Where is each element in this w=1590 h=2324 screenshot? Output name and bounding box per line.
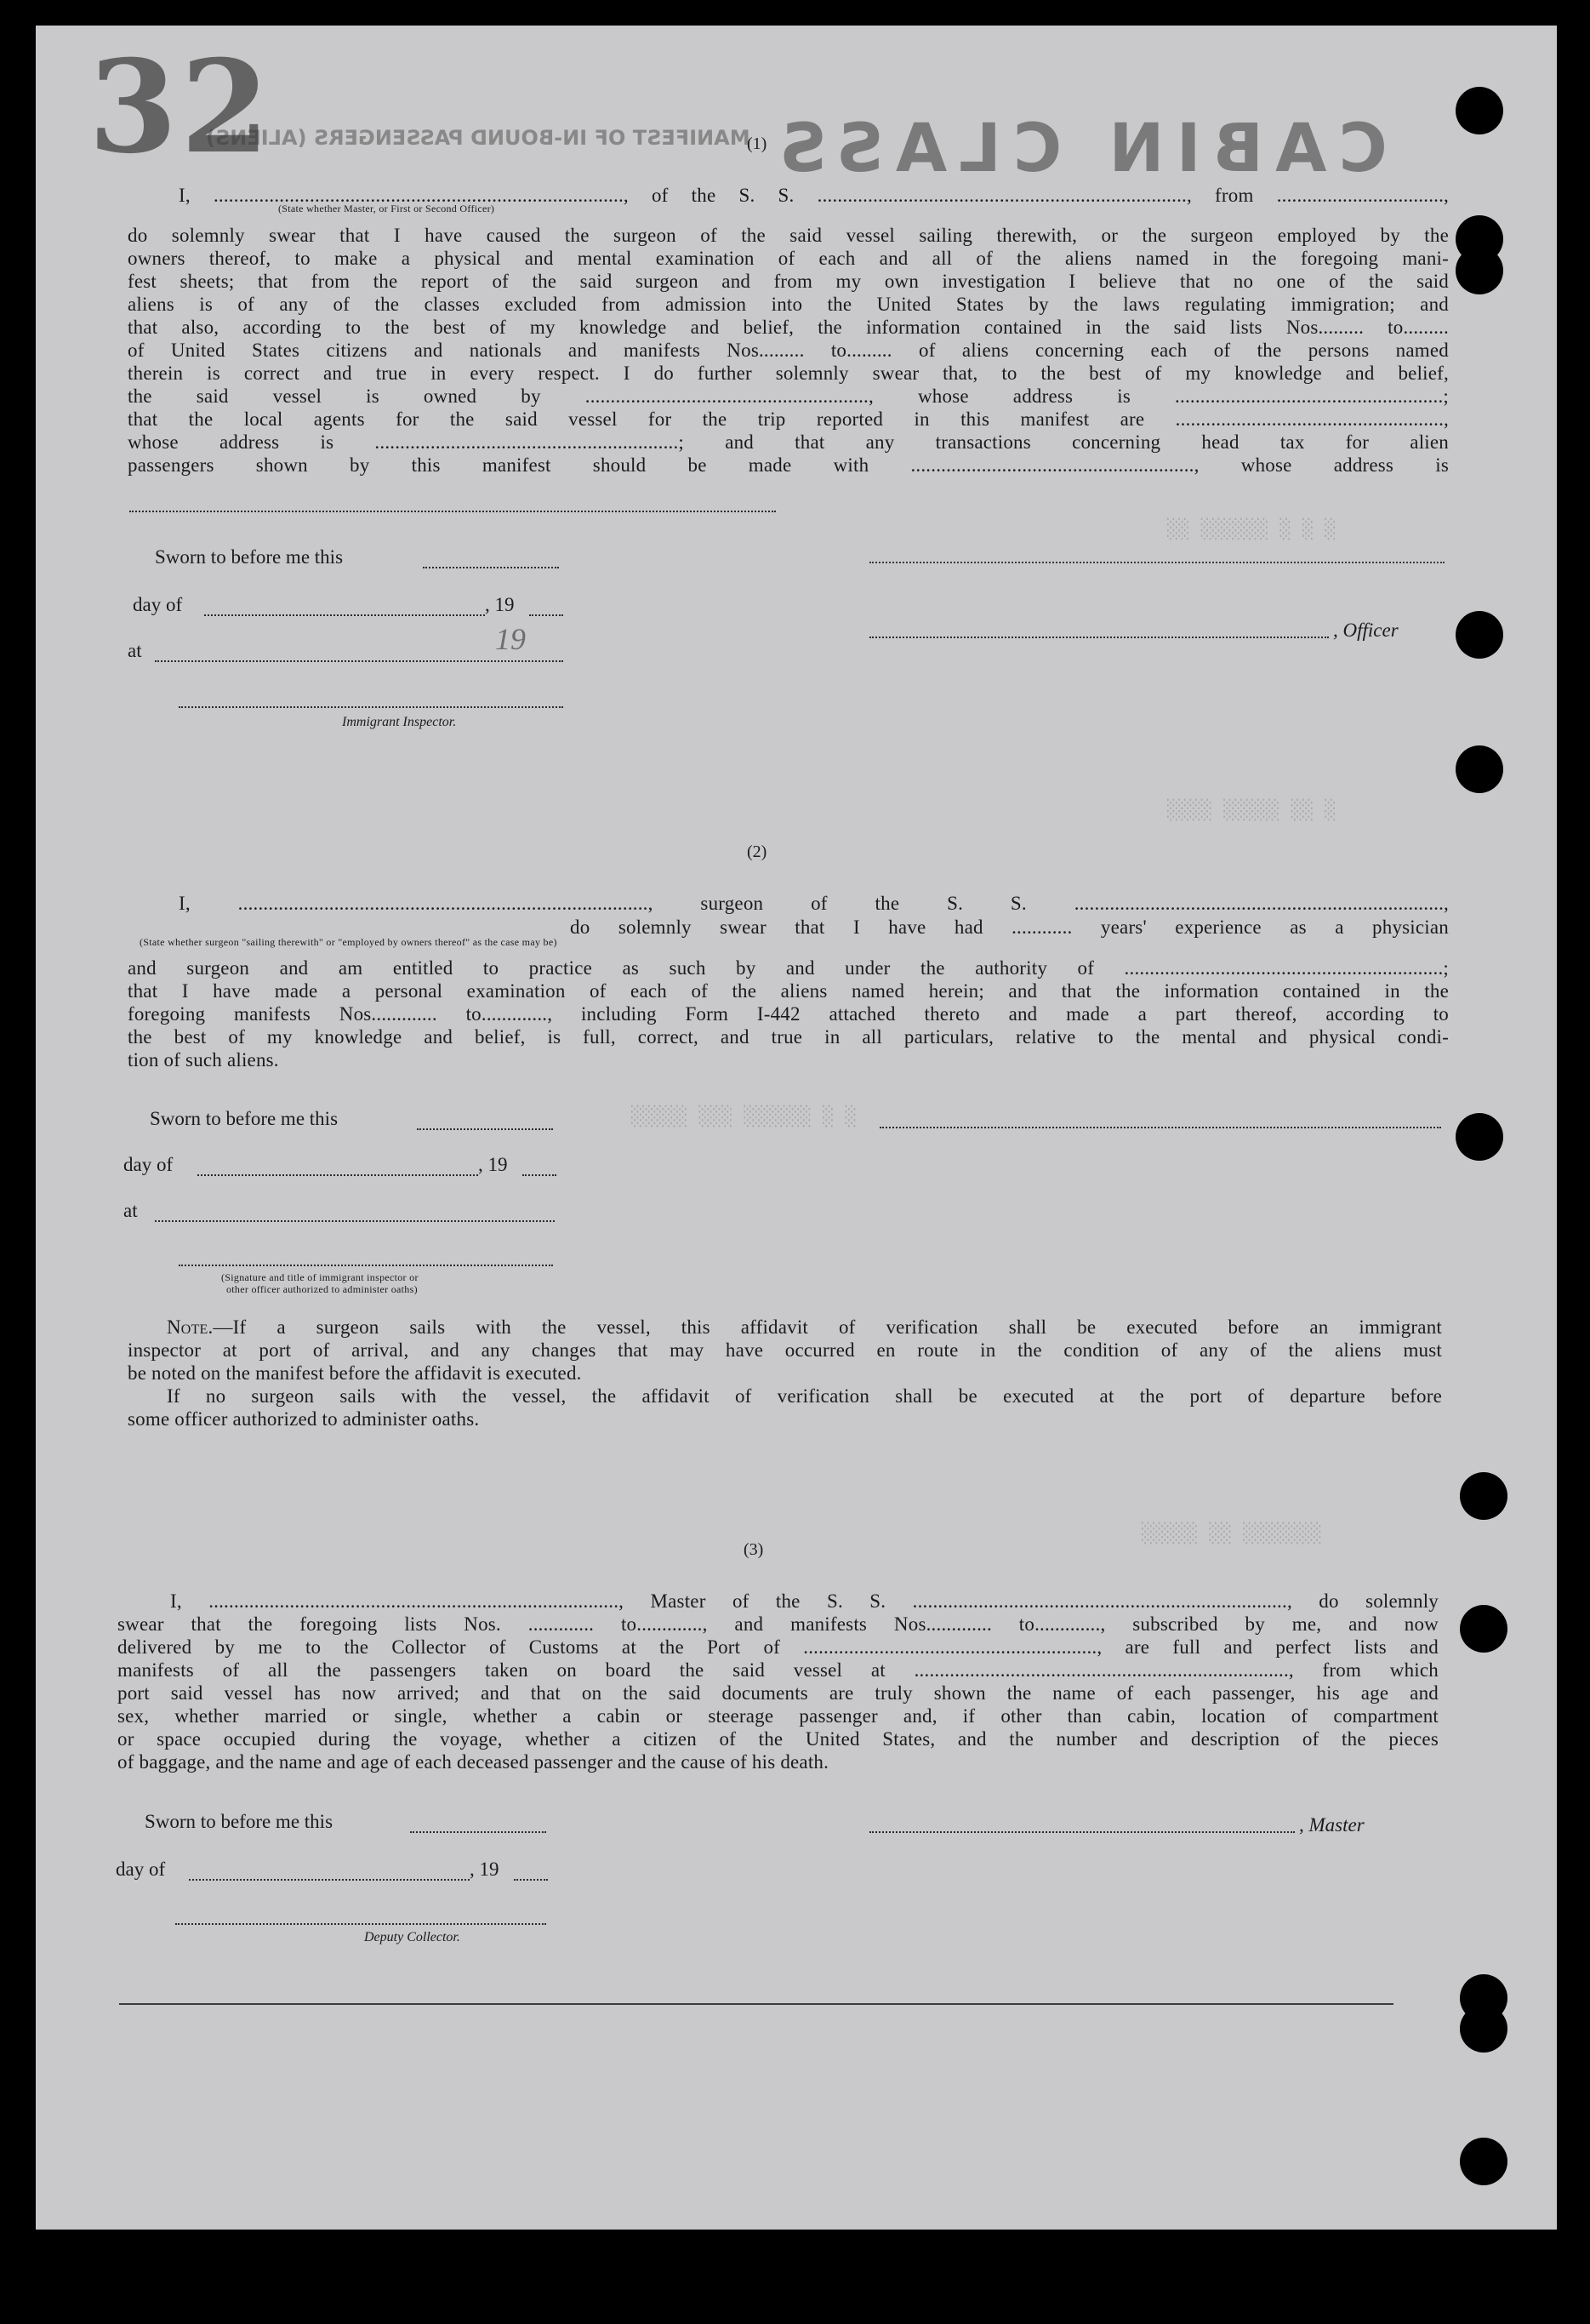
text-line: delivered by me to the Collector of Customs at the Port of .........................................................., are full and perfect lists and xyxy=(117,1636,1439,1658)
sworn-date-line xyxy=(410,1831,546,1833)
surgeon-signature-line xyxy=(880,1127,1441,1128)
section-2-line-1: I, ................................................................................., surgeon of the S. S. ........................................................................., xyxy=(179,893,1449,914)
text-line: fest sheets; that from the report of the said surgeon and from my own investigation I believe that no one of the said xyxy=(128,271,1449,292)
section-2-note: (State whether surgeon "sailing therewith" or "employed by owners thereof" as the case may be) xyxy=(140,936,557,948)
text-line: passengers shown by this manifest should be made with ........................................................, whose address is xyxy=(128,454,1449,476)
punch-hole xyxy=(1456,745,1503,793)
note-paragraph xyxy=(128,1316,1442,1430)
cabin-class-stamp: CABIN CLASS xyxy=(767,111,1388,187)
bleed-through-text: ░░░░░ ░░░ ░░░░░░ ░ ░ xyxy=(631,1106,857,1128)
punch-hole xyxy=(1460,1605,1507,1653)
text-line: whose address is ............................................................; and that any transactions concerning head tax for alien xyxy=(128,431,1449,453)
sworn-date-line xyxy=(423,567,559,568)
text-line: If no surgeon sails with the vessel, the affidavit of verification shall be executed at the port of departure before xyxy=(167,1385,1442,1407)
year-label: , 19 xyxy=(485,594,515,615)
text-line: the said vessel is owned by ........................................................, whose address is .....................................................; xyxy=(128,385,1449,407)
collector-label: Deputy Collector. xyxy=(364,1930,460,1944)
section-1-line-1: I, ................................................................................., of the S. S. ........................................................................., from ................................., xyxy=(179,185,1449,206)
section-2-line-2: do solemnly swear that I have had ............ years' experience as a physician xyxy=(570,916,1449,938)
text-line: that the local agents for the said vessel for the trip reported in this manifest are ....................................................., xyxy=(128,408,1449,430)
text-line: owners thereof, to make a physical and mental examination of each and all of the aliens named in the foregoing mani- xyxy=(128,248,1449,269)
at-label: at xyxy=(128,640,142,661)
year-label: , 19 xyxy=(470,1859,499,1880)
section-3-number: (3) xyxy=(744,1540,764,1559)
at-label: at xyxy=(123,1200,138,1221)
text-line: do solemnly swear that I have caused the surgeon of the said vessel sailing therewith, or the surgeon employed by the xyxy=(128,225,1449,246)
inspector-signature-line xyxy=(179,706,563,708)
manifest-header-stamp: MANIFEST OF IN-BOUND PASSENGERS (ALIENS) xyxy=(206,126,750,150)
continuation-line xyxy=(129,511,776,512)
at-line xyxy=(155,660,563,662)
collector-signature-line xyxy=(175,1923,546,1925)
text-line: foregoing manifests Nos............. to............., including Form I-442 attached thereto and made a part thereof, according to xyxy=(128,1003,1449,1025)
inspector-signature-line xyxy=(179,1265,553,1266)
year-line xyxy=(529,614,563,616)
master-signature-line xyxy=(869,562,1445,563)
day-of-line xyxy=(197,1174,478,1176)
text-line: tion of such aliens. xyxy=(128,1049,279,1071)
text-line: I, ................................................................................., Master of the S. S. .........................................................................., do solemnly xyxy=(170,1590,1439,1612)
section-1-note: (State whether Master, or First or Second Officer) xyxy=(278,203,495,214)
section-1-paragraph xyxy=(128,224,1449,477)
sworn-date-line xyxy=(417,1128,553,1130)
handwritten-mark: 19 xyxy=(495,622,526,656)
year-label: , 19 xyxy=(478,1154,508,1175)
text-line: be noted on the manifest before the affidavit is executed. xyxy=(128,1362,582,1384)
day-of-line xyxy=(204,614,485,616)
punch-hole xyxy=(1460,2138,1507,2185)
page-number: 32 xyxy=(88,32,273,182)
text-line: aliens is of any of the classes excluded from admission into the United States by the laws regulating immigration; and xyxy=(128,294,1449,315)
punch-hole xyxy=(1456,87,1503,134)
text-line: —If a surgeon sails with the vessel, this affidavit of verification shall be executed before an immigrant xyxy=(213,1316,1442,1338)
inspector-label: Immigrant Inspector. xyxy=(342,715,457,729)
note-label: Note. xyxy=(167,1316,214,1338)
text-line: of United States citizens and nationals and manifests Nos......... to......... of aliens concerning each of the persons named xyxy=(128,340,1449,361)
text-line: or space occupied during the voyage, whether a citizen of the United States, and the number and description of the pieces xyxy=(117,1728,1439,1750)
day-of-label: day of xyxy=(116,1859,166,1880)
text-line: that I have made a personal examination of each of the aliens named herein; and that the information contained in the xyxy=(128,980,1449,1002)
at-line xyxy=(155,1220,555,1222)
signature-note: other officer authorized to administer oaths) xyxy=(226,1283,418,1295)
bleed-through-text: ░░░░░ ░░ ░░░░░░░ xyxy=(1142,1523,1322,1545)
text-line: that also, according to the best of my knowledge and belief, the information contained in the said lists Nos......... to......... xyxy=(128,317,1449,338)
master-label: , Master xyxy=(1299,1814,1365,1836)
master-signature-line xyxy=(869,1831,1295,1833)
text-line: therein is correct and true in every respect. I do further solemnly swear that, to the best of my knowledge and belief, xyxy=(128,363,1449,384)
section-1-number: (1) xyxy=(747,134,767,153)
section-3-paragraph xyxy=(117,1590,1439,1773)
text-line: inspector at port of arrival, and any changes that may have occurred en route in the condition of any of the aliens must xyxy=(128,1339,1442,1361)
sworn-label: Sworn to before me this xyxy=(145,1811,333,1832)
bottom-rule xyxy=(119,2003,1393,2005)
sworn-label: Sworn to before me this xyxy=(150,1108,339,1129)
day-of-label: day of xyxy=(133,594,183,615)
punch-hole xyxy=(1456,611,1503,659)
bleed-through-text: ░░░░ ░░░░░ ░░ ░ xyxy=(1167,800,1336,821)
officer-signature-line xyxy=(869,637,1329,638)
punch-hole xyxy=(1460,1472,1507,1520)
manifest-page xyxy=(36,26,1557,2230)
text-line: the best of my knowledge and belief, is full, correct, and true in all particulars, relative to the mental and physical condi- xyxy=(128,1026,1449,1048)
text-line: port said vessel has now arrived; and that on the said documents are truly shown the name of each passenger, his age and xyxy=(117,1682,1439,1704)
punch-hole xyxy=(1460,2005,1507,2053)
text-line: sex, whether married or single, whether a cabin or steerage passenger and, if other than cabin, location of compartment xyxy=(117,1705,1439,1727)
text-line: some officer authorized to administer oaths. xyxy=(128,1408,480,1430)
signature-note: (Signature and title of immigrant inspector or xyxy=(221,1271,419,1283)
punch-hole xyxy=(1456,247,1503,294)
officer-label: , Officer xyxy=(1333,620,1399,641)
punch-hole xyxy=(1456,1113,1503,1161)
section-2-number: (2) xyxy=(747,842,767,861)
sworn-label: Sworn to before me this xyxy=(155,546,344,568)
text-line: and surgeon and am entitled to practice as such by and under the authority of ...............................................................; xyxy=(128,957,1449,979)
bleed-through-text: ░░ ░░░░░░ ░ ░ ░ xyxy=(1167,519,1336,540)
year-line xyxy=(514,1879,548,1881)
text-line: swear that the foregoing lists Nos. ............. to............., and manifests Nos............. to............., subscribed by me, and now xyxy=(117,1613,1439,1635)
text-line: manifests of all the passengers taken on board the said vessel at .........................................................................., from which xyxy=(117,1659,1439,1681)
year-line xyxy=(522,1174,556,1176)
section-2-paragraph xyxy=(128,956,1449,1071)
text-line: of baggage, and the name and age of each deceased passenger and the cause of his death. xyxy=(117,1751,829,1773)
day-of-label: day of xyxy=(123,1154,174,1175)
day-of-line xyxy=(189,1879,470,1881)
